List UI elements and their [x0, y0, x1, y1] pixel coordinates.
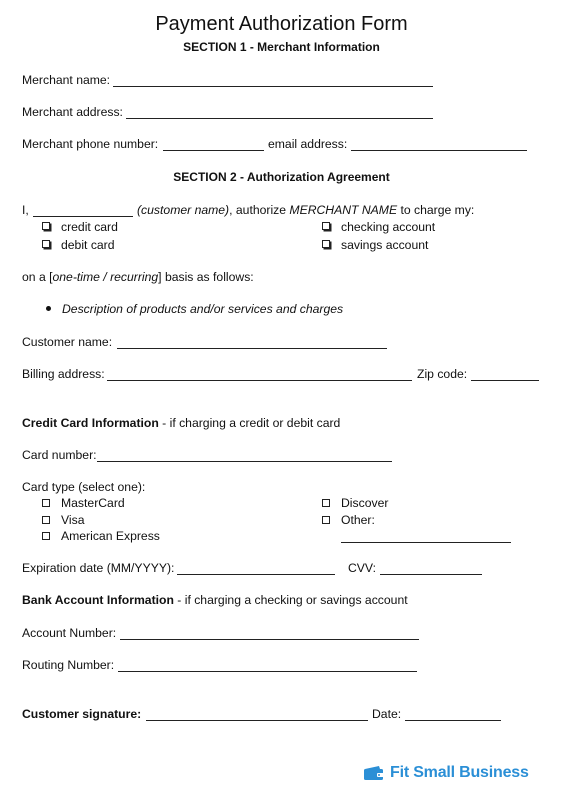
card-number-label: Card number:: [22, 448, 97, 462]
account-number-field[interactable]: [120, 639, 419, 640]
billing-address-label: Billing address:: [22, 367, 105, 381]
merchant-address-field[interactable]: [126, 118, 433, 119]
zip-code-label: Zip code:: [417, 367, 468, 381]
merchant-name-label: Merchant name:: [22, 73, 111, 87]
debit-card-option: debit card: [61, 238, 115, 252]
merchant-name-field[interactable]: [113, 86, 433, 87]
billing-address-field[interactable]: [107, 380, 412, 381]
savings-account-option: savings account: [341, 238, 429, 252]
section-1-heading: SECTION 1 - Merchant Information: [183, 40, 380, 54]
bank-heading-suffix: - if charging a checking or savings account: [173, 593, 408, 607]
visa-checkbox[interactable]: [42, 516, 50, 524]
other-card-field[interactable]: [341, 542, 511, 543]
cvv-label: CVV:: [348, 561, 376, 575]
bank-heading-bold: Bank Account Information: [22, 593, 174, 607]
authorize-text: , authorize: [229, 203, 287, 217]
american-express-option: American Express: [61, 529, 160, 543]
i-prefix: I,: [22, 203, 29, 217]
savings-account-checkbox[interactable]: [322, 240, 330, 248]
brand-logo: [363, 763, 529, 783]
cvv-field[interactable]: [380, 574, 482, 575]
mastercard-checkbox[interactable]: [42, 499, 50, 507]
debit-card-checkbox[interactable]: [42, 240, 50, 248]
expiration-field[interactable]: [177, 574, 335, 575]
card-type-label: Card type (select one):: [22, 480, 146, 494]
brand-name: Fit Small Business: [390, 764, 529, 781]
credit-card-heading-suffix: - if charging a credit or debit card: [158, 416, 341, 430]
credit-card-heading: [22, 416, 340, 430]
basis-prefix: on a [: [22, 270, 53, 284]
merchant-name-placeholder: MERCHANT NAME: [289, 203, 398, 217]
credit-card-checkbox[interactable]: [42, 222, 50, 230]
visa-option: Visa: [61, 513, 85, 527]
credit-card-option: credit card: [61, 220, 118, 234]
routing-number-label: Routing Number:: [22, 658, 115, 672]
signature-label: Customer signature:: [22, 707, 142, 721]
discover-checkbox[interactable]: [322, 499, 330, 507]
card-number-field[interactable]: [97, 461, 392, 462]
email-address-label: email address:: [268, 137, 348, 151]
date-label: Date:: [372, 707, 402, 721]
routing-number-field[interactable]: [118, 671, 417, 672]
other-checkbox[interactable]: [322, 516, 330, 524]
merchant-phone-field[interactable]: [163, 150, 264, 151]
email-address-field[interactable]: [351, 150, 527, 151]
wallet-icon: [363, 765, 385, 781]
merchant-phone-label: Merchant phone number:: [22, 137, 159, 151]
customer-name-inline-field[interactable]: [33, 216, 133, 217]
date-field[interactable]: [405, 720, 501, 721]
basis-value: one-time / recurring: [52, 270, 159, 284]
discover-option: Discover: [341, 496, 389, 510]
basis-suffix: ] basis as follows:: [158, 270, 254, 284]
other-option: Other:: [341, 513, 375, 527]
checking-account-option: checking account: [341, 220, 436, 234]
credit-card-heading-bold: Credit Card Information: [22, 416, 159, 430]
mastercard-option: MasterCard: [61, 496, 125, 510]
bank-heading: [22, 593, 408, 607]
customer-name-label: Customer name:: [22, 335, 113, 349]
authorization-sentence: [137, 203, 474, 217]
bullet-icon: [46, 306, 51, 311]
customer-name-field[interactable]: [117, 348, 387, 349]
signature-field[interactable]: [146, 720, 368, 721]
merchant-address-label: Merchant address:: [22, 105, 123, 119]
form-title: Payment Authorization Form: [155, 13, 408, 35]
to-charge-text: to charge my:: [400, 203, 475, 217]
zip-code-field[interactable]: [471, 380, 539, 381]
account-number-label: Account Number:: [22, 626, 117, 640]
expiration-label: Expiration date (MM/YYYY):: [22, 561, 175, 575]
section-2-heading: SECTION 2 - Authorization Agreement: [173, 170, 390, 184]
american-express-checkbox[interactable]: [42, 532, 50, 540]
basis-text: [22, 270, 254, 284]
customer-name-hint: (customer name): [137, 203, 230, 217]
description-placeholder: Description of products and/or services and charges: [62, 302, 344, 316]
checking-account-checkbox[interactable]: [322, 222, 330, 230]
